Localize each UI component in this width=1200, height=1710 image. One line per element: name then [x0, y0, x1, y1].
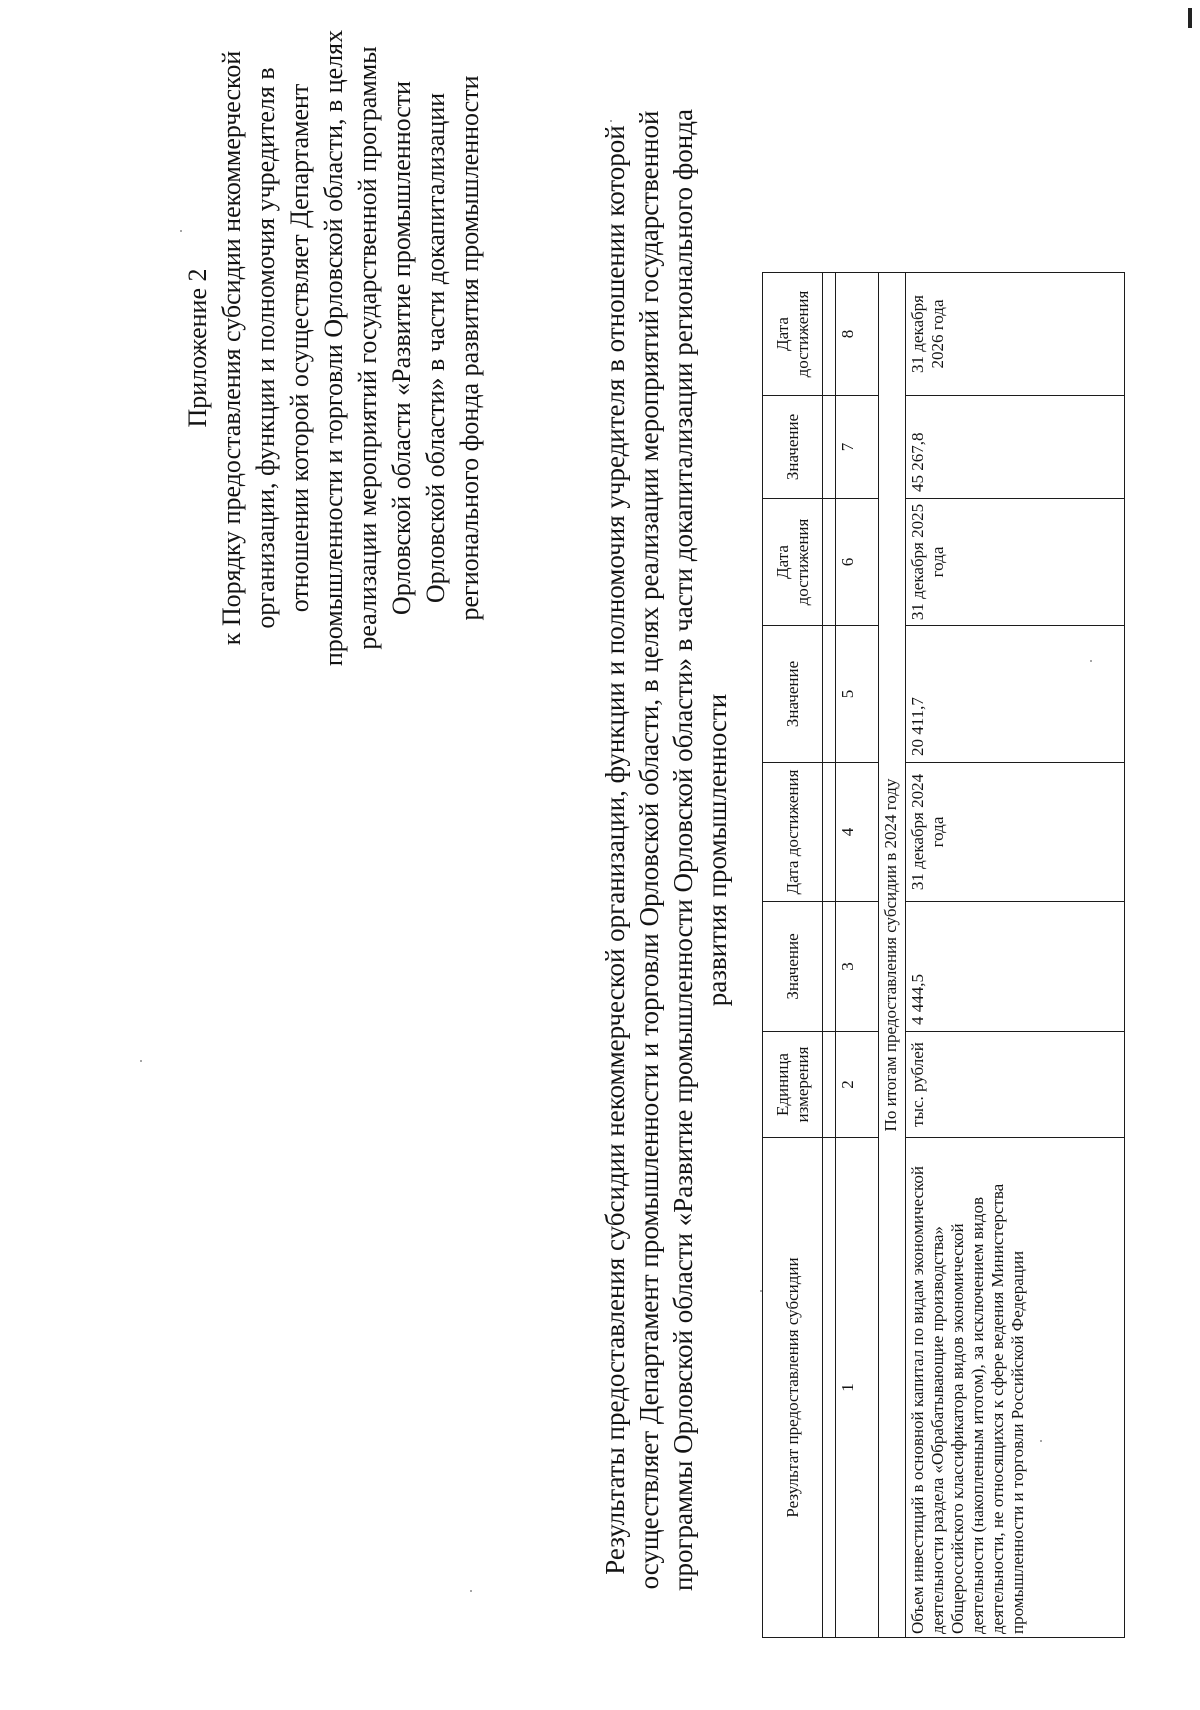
column-number: 7	[836, 396, 879, 499]
col-header-date: Дата достижения	[763, 763, 823, 902]
column-number: 2	[836, 1032, 879, 1138]
table-separator-row	[823, 273, 836, 1638]
result-cell: Объем инвестиций в основной капитал по видам экономической деятельности раздела «Обрабатывающие производства» Общероссийского классификатора видов экономической деятельности (накопленным итогом), за исключением видов деятельности, не относящихся к сфере ведения Министерства промышленности и торговли Российской Федерации	[906, 1138, 1125, 1638]
column-number: 8	[836, 273, 879, 396]
appendix-block	[181, 28, 487, 668]
column-number: 3	[836, 902, 879, 1032]
appendix-number: Приложение 2	[183, 268, 212, 428]
col-header-date: Дата достижения	[763, 273, 823, 396]
table-row	[906, 273, 1125, 1638]
value-2024-cell: 4 444,5	[906, 902, 1125, 1032]
separator-cell	[823, 1032, 836, 1138]
column-number: 5	[836, 626, 879, 763]
results-table	[762, 272, 1125, 1638]
value-2025-cell: 20 411,7	[906, 626, 1125, 763]
document-title: Результаты предоставления субсидии некоммерческой организации, функции и полномочия учредителя в отношении которой осуществляет Департамент промышленности и торговли Орловской области, в целях реализации мероприятий государственной программы Орловской области «Развитие промышленности Орловской области» в части докапитализации регионального фонда развития промышленности	[600, 109, 732, 1591]
column-number: 1	[836, 1138, 879, 1638]
col-header-result: Результат предоставления субсидии	[763, 1138, 823, 1638]
separator-cell	[823, 1138, 836, 1638]
document-page	[10, 10, 1190, 1700]
date-2026-cell: 31 декабря 2026 года	[906, 273, 1125, 396]
separator-cell	[823, 396, 836, 499]
separator-cell	[823, 902, 836, 1032]
col-header-unit: Единица измерения	[763, 1032, 823, 1138]
section-heading: По итогам предоставления субсидии в 2024 году	[879, 273, 906, 1638]
col-header-date: Дата достижения	[763, 499, 823, 626]
section-row	[879, 273, 906, 1638]
column-number: 6	[836, 499, 879, 626]
date-2024-cell: 31 декабря 2024 года	[906, 763, 1125, 902]
table-header-row	[763, 273, 823, 1638]
column-numbers-row	[836, 273, 879, 1638]
unit-cell: тыс. рублей	[906, 1032, 1125, 1138]
value-2026-cell: 45 267,8	[906, 396, 1125, 499]
separator-cell	[823, 499, 836, 626]
col-header-value: Значение	[763, 396, 823, 499]
separator-cell	[823, 763, 836, 902]
appendix-text: к Порядку предоставления субсидии некоммерческой организации, функции и полномочия учредителя в отношении которой осуществляет Департамент промышленности и торговли Орловской области, в целях реализации мероприятий государственной программы Орловской области «Развитие промышленности Орловской области» в части докапитализации регионального фонда развития промышленности	[217, 29, 484, 667]
column-number: 4	[836, 763, 879, 902]
col-header-value: Значение	[763, 626, 823, 763]
col-header-value: Значение	[763, 902, 823, 1032]
date-2025-cell: 31 декабря 2025 года	[906, 499, 1125, 626]
separator-cell	[823, 626, 836, 763]
separator-cell	[823, 273, 836, 396]
